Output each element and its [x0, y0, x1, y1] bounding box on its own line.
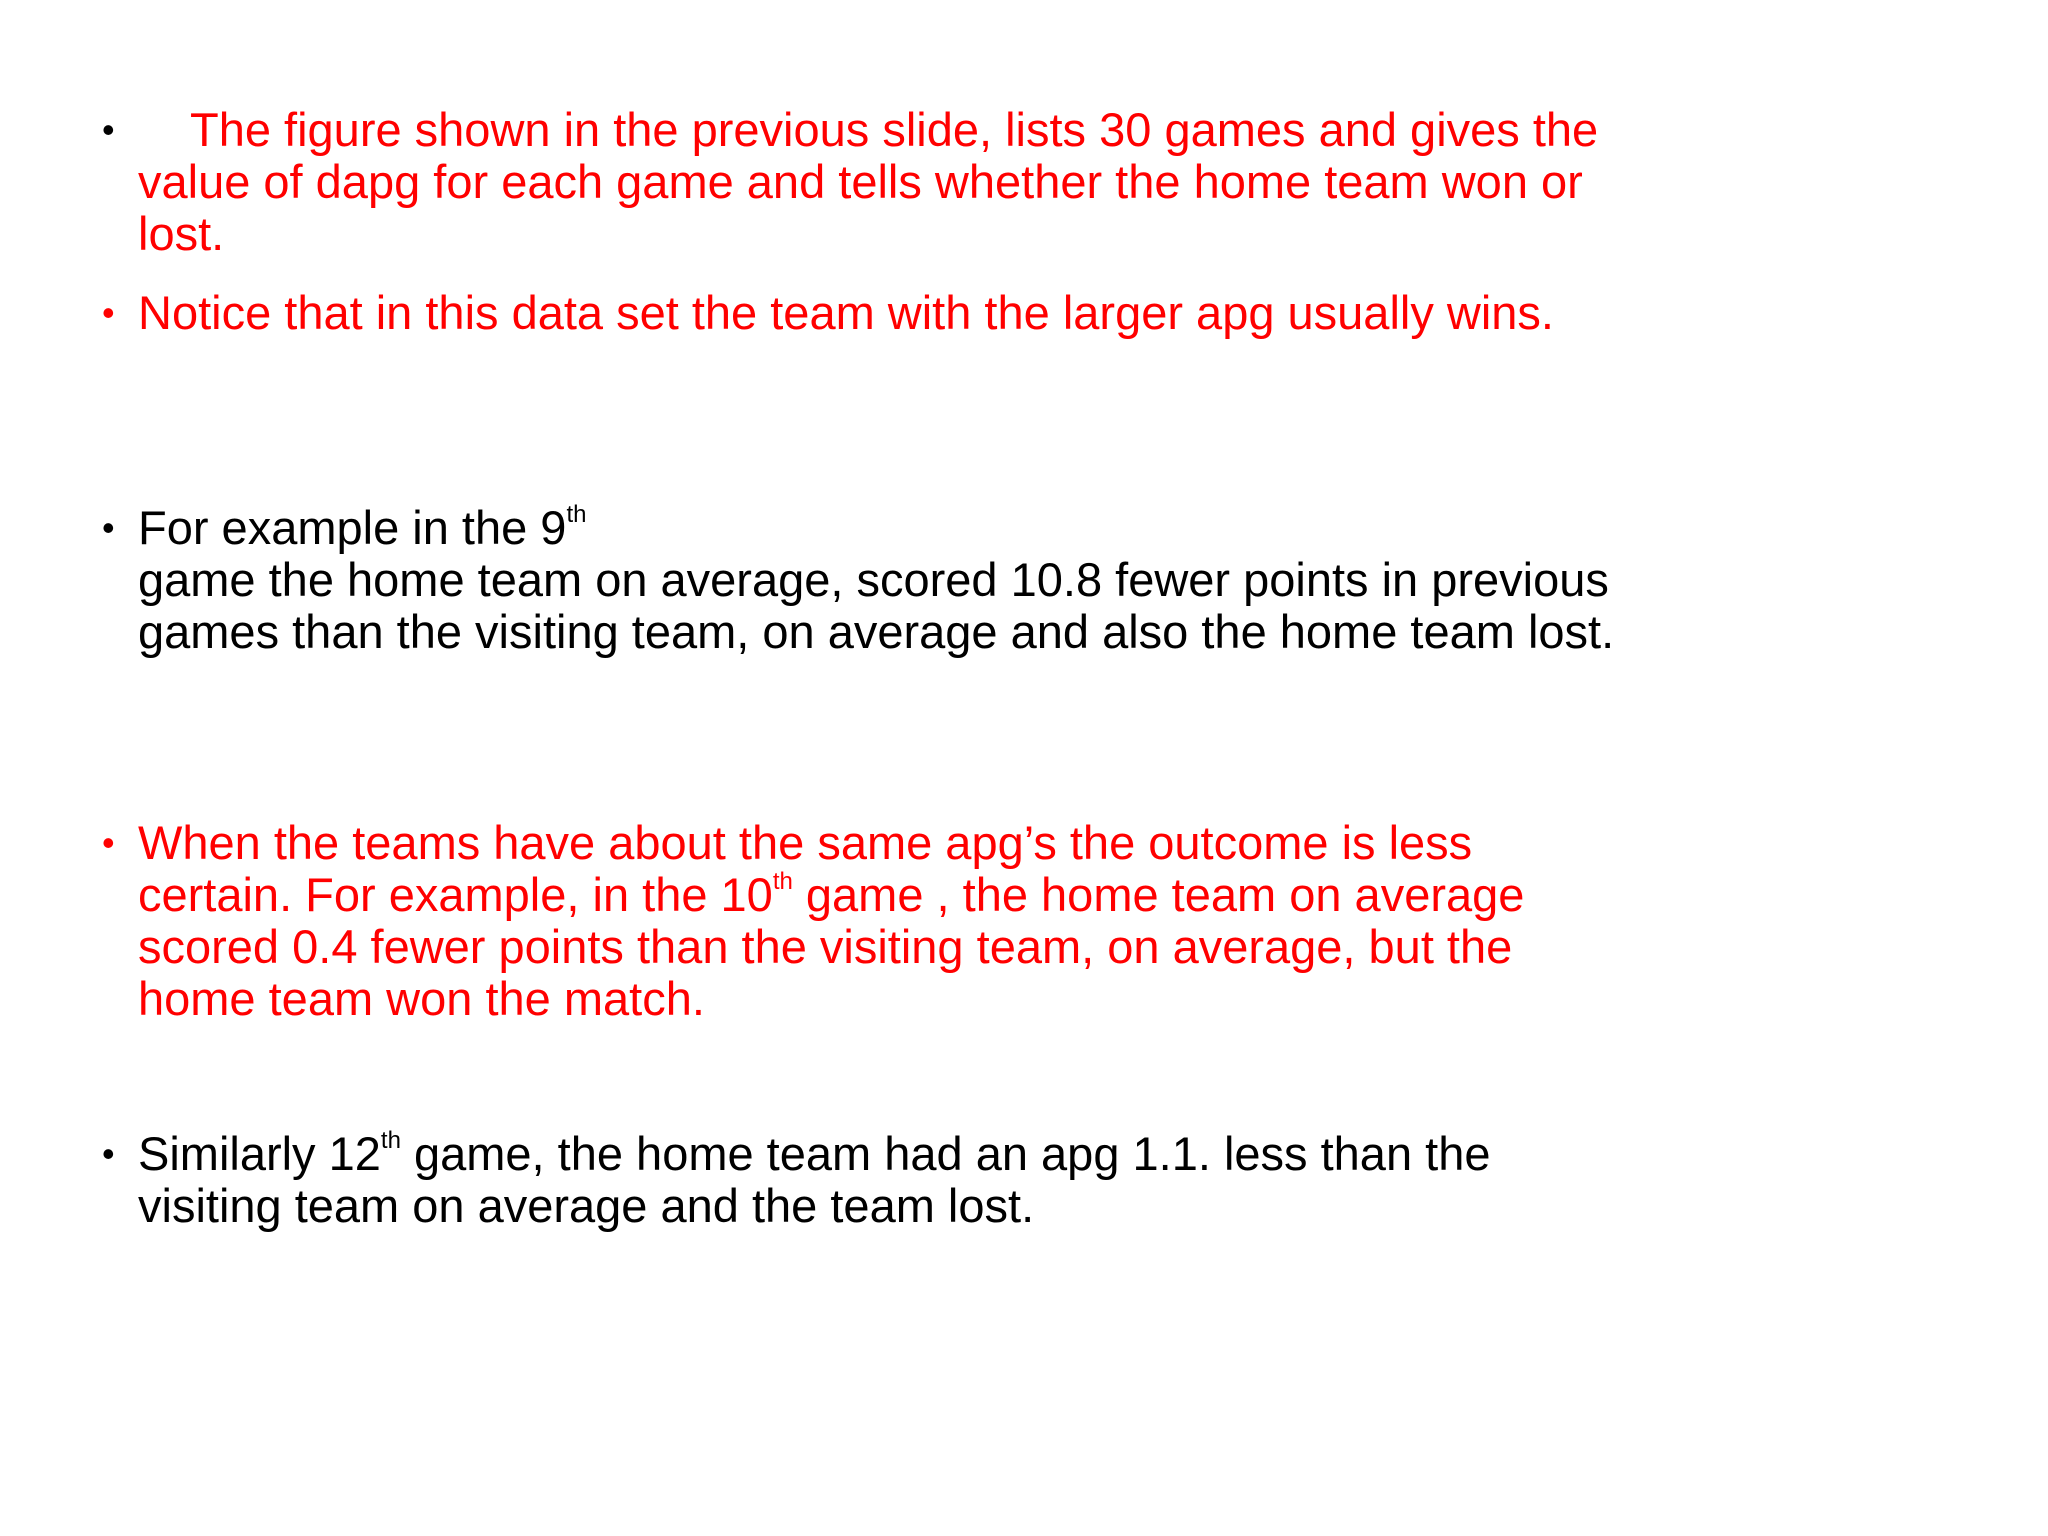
bullet-item-3	[102, 501, 1618, 658]
bullet-text-5	[138, 1128, 1618, 1232]
bullet-text-5-post: game, the home team had an apg 1.1. less than the visiting team on average and the team lost.	[138, 1127, 1491, 1232]
bullet-item-4	[102, 816, 1618, 1025]
bullet-text-2: Notice that in this data set the team with the larger apg usually wins.	[138, 286, 1554, 339]
bullet-text-4-post: game , the home team on average scored 0.4 fewer points than the visiting team, on average, but the home team won the match.	[138, 868, 1525, 1025]
bullet-text-4-pre: When the teams have about the same apg’s the outcome is less certain. For example, in the 10	[138, 816, 1473, 921]
bullet-text-4	[138, 817, 1618, 1025]
bullet-item-5	[102, 1127, 1618, 1232]
bullet-text-1: The figure shown in the previous slide, lists 30 games and gives the value of dapg for each game and tells whether the home team won or lost.	[138, 103, 1599, 260]
bullet-text-3	[138, 502, 1618, 658]
bullet-dot: •	[102, 1133, 115, 1174]
ordinal-suffix: th	[566, 501, 587, 528]
bullet-item-1	[102, 103, 1618, 260]
bullet-dot: •	[102, 292, 115, 333]
bullet-text-3-post: game the home team on average, scored 10.8 fewer points in previous games than the visiting team, on average and also the home team lost.	[138, 553, 1615, 658]
bullet-item-2	[102, 280, 1618, 346]
bullet-dot: •	[102, 109, 115, 150]
bullet-dot: •	[102, 507, 115, 548]
bullet-text-3-pre: For example in the 9	[138, 501, 567, 554]
bullet-text-5-pre: Similarly 12	[138, 1127, 381, 1180]
ordinal-suffix: th	[772, 868, 793, 895]
bullet-dot: •	[102, 822, 115, 863]
ordinal-suffix: th	[380, 1127, 401, 1154]
